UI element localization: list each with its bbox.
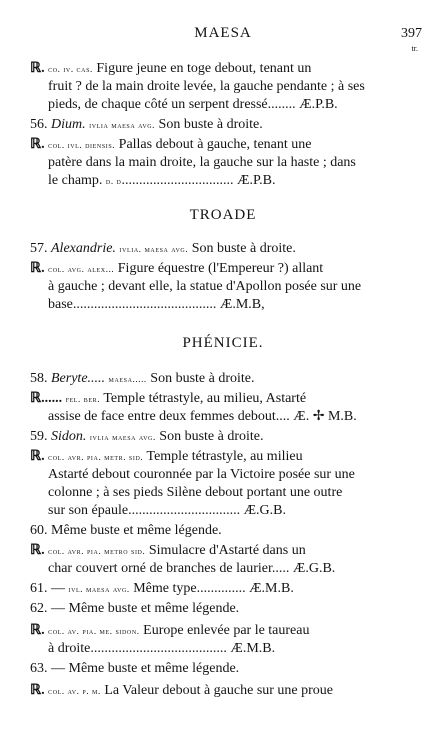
text-line: à gauche ; devant elle, la statue d'Apollon posée sur une: [48, 279, 362, 294]
text-line: [0, 172, 446, 190]
reverse-mark: ℝ.: [30, 683, 45, 698]
text-line: pieds, de chaque côté un serpent dressé........ Æ.P.B.: [48, 97, 338, 112]
text-line: base......................................... Æ.M.B,: [48, 297, 265, 312]
section-heading: PHÉNICIE.: [182, 335, 264, 351]
text-line: sur son épaule................................ Æ.G.B.: [48, 503, 286, 518]
text-line: [0, 542, 446, 560]
entry-number: 63.: [30, 661, 48, 676]
legend-text: ivlia maesa avg.: [89, 432, 156, 442]
legend-text: ivlia maesa avg.: [89, 120, 156, 130]
legend-text: co. iv. cas.: [48, 64, 93, 74]
reverse-mark: ℝ.: [30, 623, 45, 638]
legend-text: col. avr. pia. metr. sid.: [48, 452, 144, 462]
text-line: [0, 260, 446, 278]
section-heading: TROADE: [189, 207, 257, 223]
description-text: Pallas debout à gauche, tenant une: [115, 137, 312, 152]
text-line: [0, 390, 446, 408]
description-text: Europe enlevée par le taureau: [139, 623, 310, 638]
description-text: —: [47, 581, 69, 596]
description-text: La Valeur debout à gauche sur une proue: [100, 683, 334, 698]
description-text: — Même buste et même légende.: [47, 601, 240, 616]
reverse-mark: ℝ.: [30, 137, 45, 152]
city-name: Sidon.: [51, 429, 87, 444]
entry-number: 62.: [30, 601, 48, 616]
entry-number: 60.: [30, 523, 48, 538]
entry-line: [0, 580, 446, 598]
description-text: Même type.............. Æ.M.B.: [129, 581, 294, 596]
entry-line: [0, 522, 446, 540]
entry-number: 56.: [30, 117, 48, 132]
city-name: Beryte.....: [51, 371, 106, 386]
text-line: [0, 682, 446, 700]
text-line: assise de face entre deux femmes debout.... Æ. ✢ M.B.: [48, 409, 357, 424]
legend-text: maesa.....: [108, 374, 147, 384]
reverse-mark: ℝ......: [30, 391, 63, 406]
legend-text: ivlia. maesa avg.: [119, 244, 189, 254]
entry-number: 61.: [30, 581, 48, 596]
legend-text: col. avr. pia. metro sid.: [48, 546, 146, 556]
text-line: [0, 136, 446, 154]
running-title: MAESA: [194, 25, 252, 41]
text-line: colonne ; à ses pieds Silène debout portant une outre: [48, 485, 343, 500]
text-line: à droite....................................... Æ.M.B.: [48, 641, 276, 656]
legend-text: ivl. maesa avg.: [68, 584, 130, 594]
entry-number: 58.: [30, 371, 48, 386]
reverse-mark: ℝ.: [30, 543, 45, 558]
city-name: Dium.: [51, 117, 86, 132]
entry-line: [0, 428, 446, 446]
reverse-mark: ℝ.: [30, 449, 45, 464]
entry-number: 57.: [30, 241, 48, 256]
entry-line: [0, 240, 446, 258]
legend-text: d. d: [105, 176, 122, 186]
description-text: Simulacre d'Astarté dans un: [145, 543, 306, 558]
entry-number: 59.: [30, 429, 48, 444]
legend-text: col. av. pia. me. sidon.: [48, 626, 140, 636]
entry-line: [0, 600, 446, 618]
description-text: Son buste à droite.: [155, 117, 263, 132]
description-text: Même buste et même légende.: [47, 523, 222, 538]
marginal-mark: tr.: [411, 44, 418, 53]
description-text: Temple tétrastyle, au milieu: [143, 449, 303, 464]
reverse-mark: ℝ.: [30, 61, 45, 76]
description-text: Son buste à droite.: [155, 429, 264, 444]
text-line: char couvert orné de branches de laurier..... Æ.G.B.: [48, 561, 336, 576]
entry-line: [0, 370, 446, 388]
text-line: Astarté debout couronnée par la Victoire posée sur une: [48, 467, 355, 482]
entry-line: [0, 660, 446, 678]
description-text: le champ.: [48, 173, 106, 188]
description-text: Temple tétrastyle, au milieu, Astarté: [100, 391, 307, 406]
description-text: Figure équestre (l'Empereur ?) allant: [114, 261, 324, 276]
description-text: ................................ Æ.P.B.: [121, 173, 276, 188]
description-text: — Même buste et même légende.: [47, 661, 240, 676]
city-name: Alexandrie.: [51, 241, 116, 256]
entry-line: [0, 116, 446, 134]
page-number: 397: [401, 26, 422, 41]
text-line: [0, 622, 446, 640]
description-text: Son buste à droite.: [188, 241, 296, 256]
text-line: fruit ? de la main droite levée, la gauche pendante ; à ses: [48, 79, 365, 94]
text-line: [0, 60, 446, 78]
reverse-mark: ℝ.: [30, 261, 45, 276]
legend-text: col. avg. alex...: [48, 264, 115, 274]
legend-text: col. ivl. diensis.: [48, 140, 116, 150]
description-text: Figure jeune en toge debout, tenant un: [92, 61, 312, 76]
text-line: [0, 448, 446, 466]
legend-text: col. av. p. m.: [48, 686, 101, 696]
legend-text: fel. ber.: [65, 394, 101, 404]
description-text: Son buste à droite.: [146, 371, 255, 386]
text-line: patère dans la main droite, la gauche sur la haste ; dans: [48, 155, 356, 170]
